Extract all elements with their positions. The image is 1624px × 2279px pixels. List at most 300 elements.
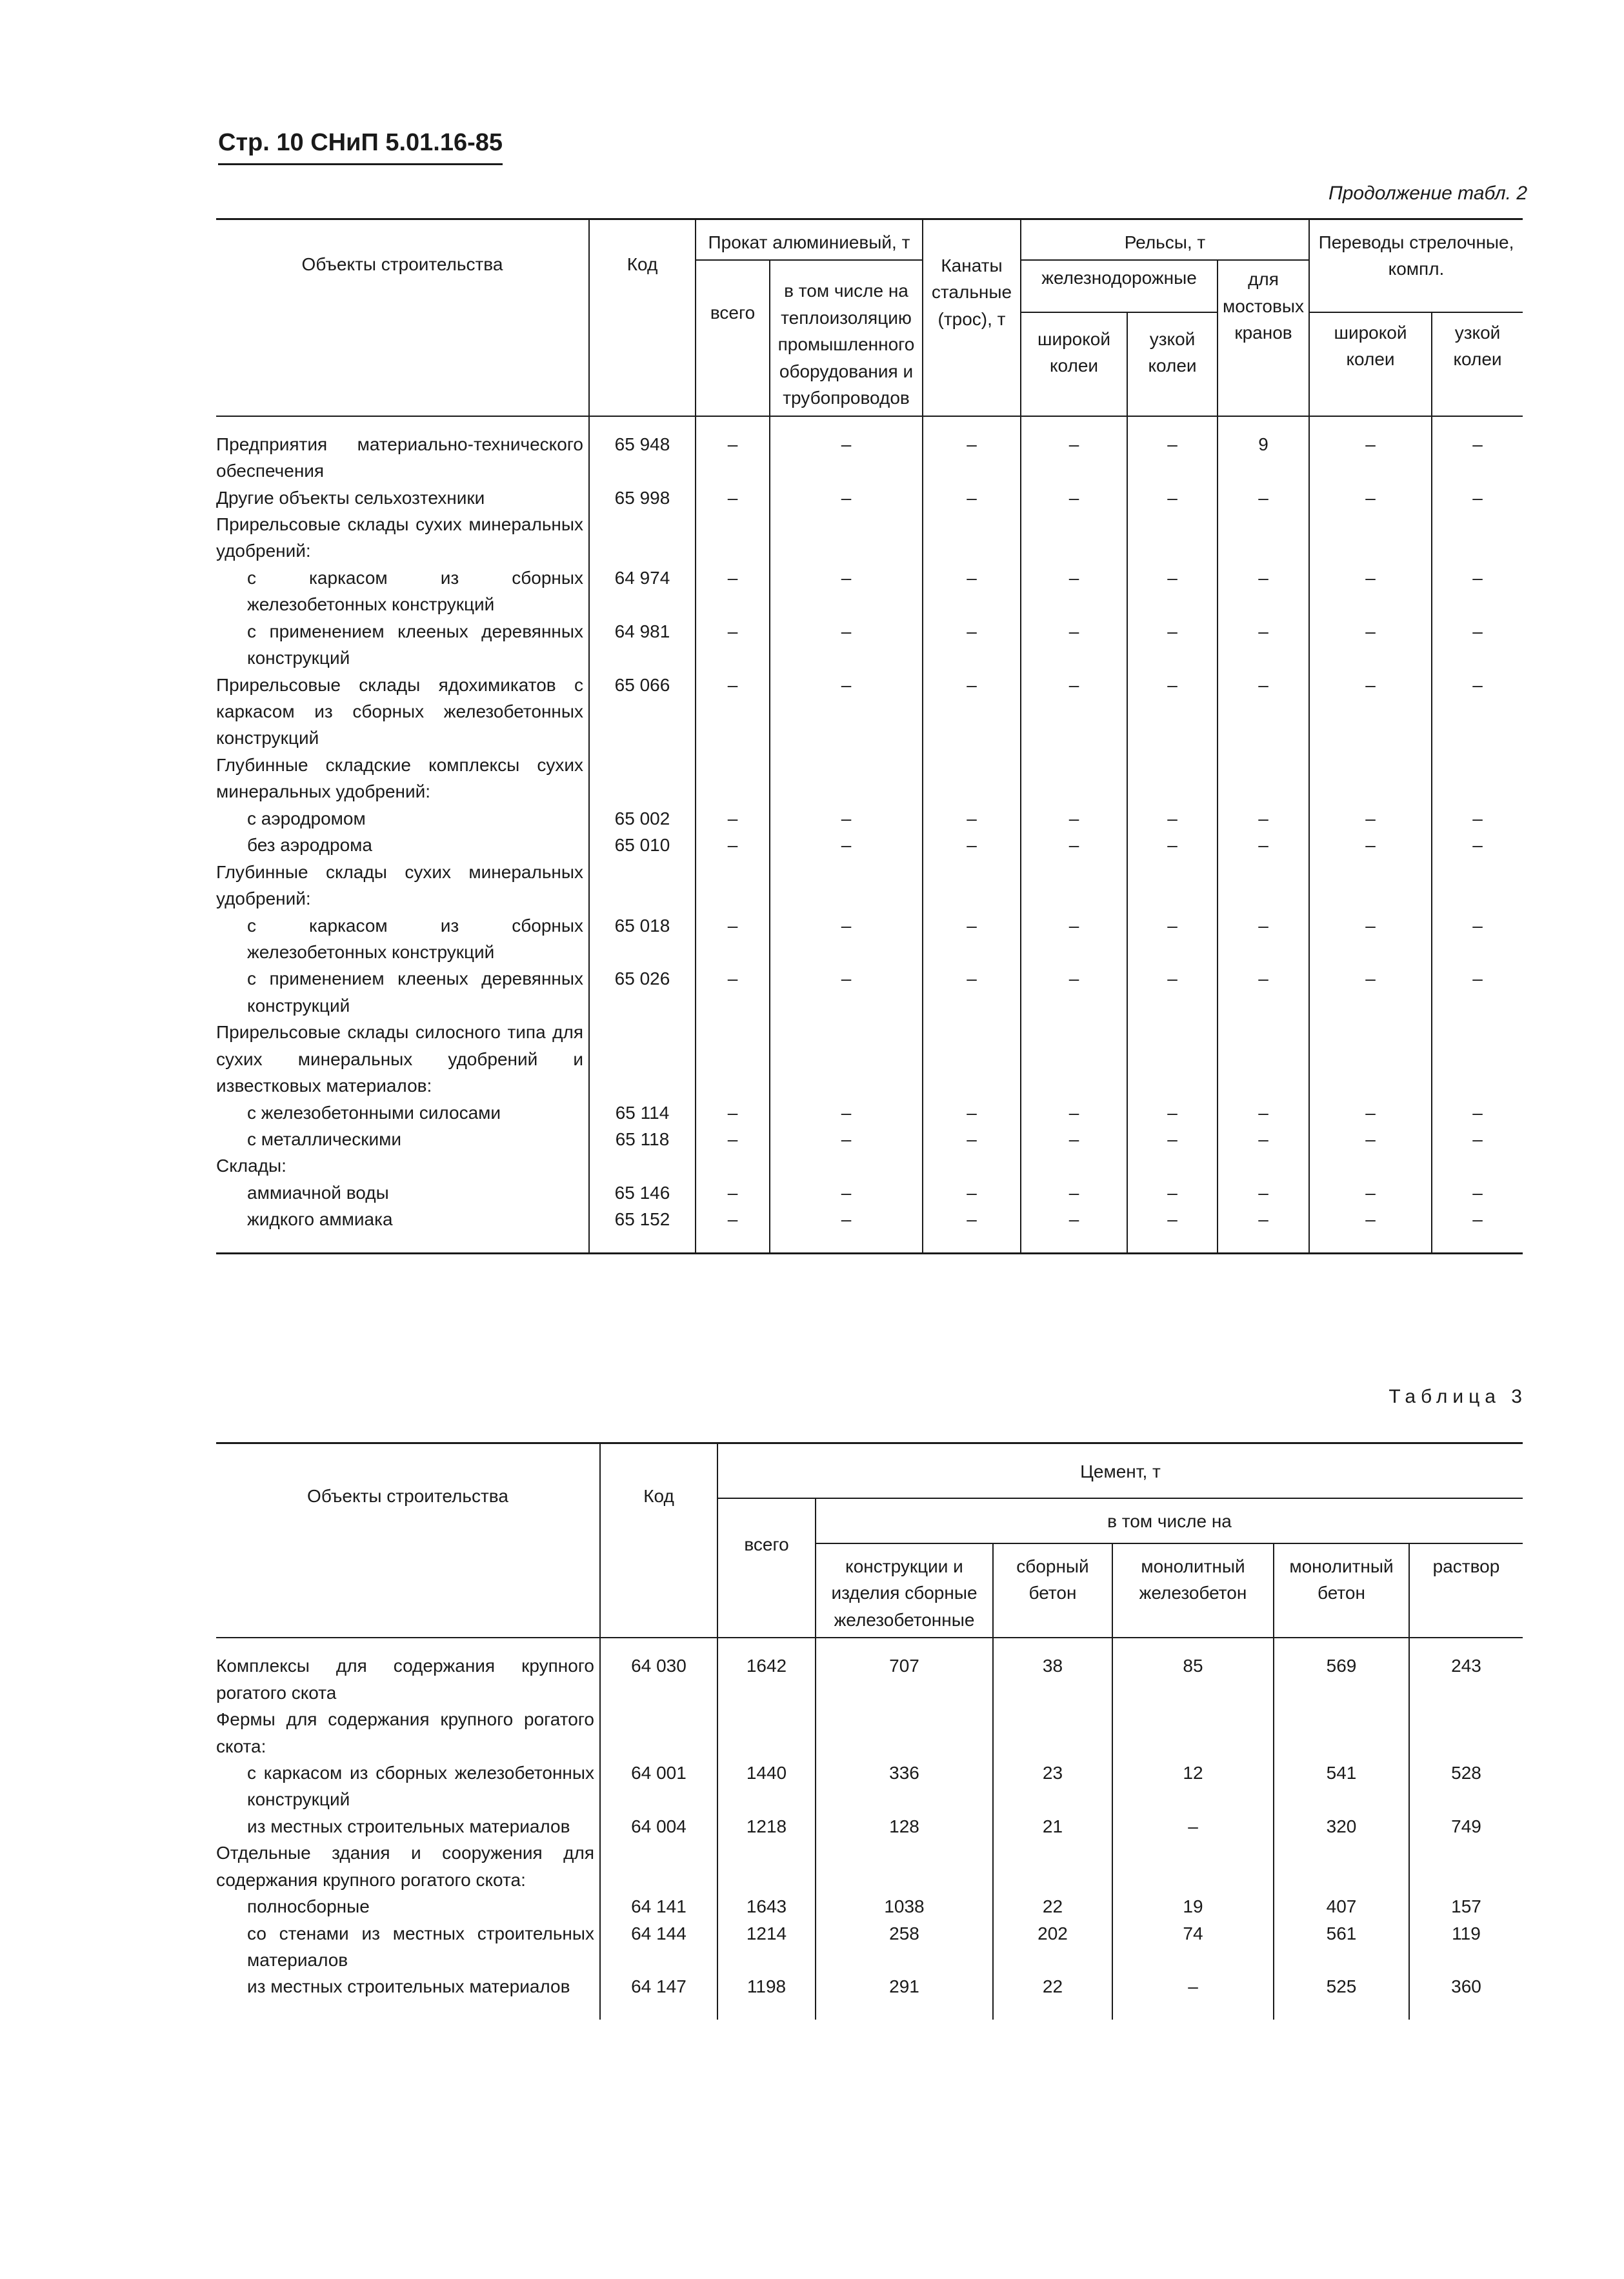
row-code: 65 114 [589,1099,696,1126]
row-value: – [1218,618,1309,672]
row-value: – [696,832,770,858]
row-value: – [1021,618,1127,672]
row-code: 65 066 [589,672,696,752]
row-name: Предприятия материально-технического обеспечения [216,416,589,485]
row-value: – [696,485,770,511]
row-value: – [1112,1813,1274,1840]
row-value: – [696,618,770,672]
row-value: – [1021,965,1127,1019]
row-value: – [770,805,923,832]
row-value: – [1309,965,1432,1019]
row-value: – [923,1180,1021,1206]
row-value [1021,511,1127,565]
table-row [216,1920,1523,1974]
row-value: 157 [1409,1893,1523,1920]
row-value [816,1706,993,1760]
row-code: 64 144 [600,1920,717,1974]
row-value: 525 [1274,1973,1409,2019]
table-row [216,1206,1523,1253]
row-value: – [1309,1206,1432,1253]
row-value: – [1309,832,1432,858]
row-value [1309,1019,1432,1099]
row-value: – [1021,416,1127,485]
row-value: – [1218,672,1309,752]
row-value: – [696,416,770,485]
table-row [216,1099,1523,1126]
row-name: с каркасом из сборных железобетонных конструкций [216,912,589,966]
row-value: 22 [993,1973,1112,2019]
row-name: Прирельсовые склады сухих минеральных удобрений: [216,511,589,565]
row-value [1409,1840,1523,1893]
table-row [216,485,1523,511]
row-name: из местных строительных материалов [216,1813,600,1840]
row-value: – [1309,1126,1432,1152]
row-value: 38 [993,1638,1112,1706]
row-value: 22 [993,1893,1112,1920]
row-value: – [770,565,923,618]
row-value: – [770,912,923,966]
row-value [1274,1706,1409,1760]
row-value: 1218 [717,1813,816,1840]
row-value: – [1218,805,1309,832]
row-value [993,1840,1112,1893]
row-code: 64 141 [600,1893,717,1920]
col-header-code: Код [589,219,696,416]
row-value: – [1432,565,1523,618]
row-value: – [1432,672,1523,752]
row-value: – [1309,1099,1432,1126]
row-value [1274,1840,1409,1893]
row-value [717,1840,816,1893]
row-value: – [1127,832,1218,858]
row-value: 1198 [717,1973,816,2019]
row-value: – [770,965,923,1019]
row-value: – [1112,1973,1274,2019]
row-value: 9 [1218,416,1309,485]
table-row [216,1813,1523,1840]
row-value [1218,1019,1309,1099]
row-value: – [1432,965,1523,1019]
col-header-objects: Объекты строительства [216,219,589,416]
row-name: с металлическими [216,1126,589,1152]
row-value: – [1127,672,1218,752]
row-value: – [1218,912,1309,966]
row-value: 258 [816,1920,993,1974]
row-value [923,1019,1021,1099]
table-row [216,1019,1523,1099]
row-value: – [1127,416,1218,485]
row-value [770,1019,923,1099]
row-value: – [1127,1126,1218,1152]
row-value [1309,511,1432,565]
row-value [1021,752,1127,805]
row-name: Другие объекты сельхозтехники [216,485,589,511]
row-value: – [696,912,770,966]
row-value [923,752,1021,805]
table-row [216,752,1523,805]
row-value: – [770,1206,923,1253]
row-code: 64 001 [600,1760,717,1813]
row-name: Склады: [216,1152,589,1179]
row-value: – [1127,565,1218,618]
row-value [993,1706,1112,1760]
row-code [589,752,696,805]
table-row [216,1760,1523,1813]
table-row [216,1840,1523,1893]
col-header-bridge-cranes: для мостовых кранов [1218,260,1309,416]
row-value [696,511,770,565]
row-value: – [1127,618,1218,672]
row-value [770,752,923,805]
row-value: – [696,1206,770,1253]
row-value: 749 [1409,1813,1523,1840]
row-value: 23 [993,1760,1112,1813]
row-value [1432,1152,1523,1179]
row-value: – [696,1126,770,1152]
row-code: 65 002 [589,805,696,832]
row-value: – [1432,832,1523,858]
row-name: полносборные [216,1893,600,1920]
row-value [1218,752,1309,805]
row-value [1432,1019,1523,1099]
table-row [216,1706,1523,1760]
row-value: 407 [1274,1893,1409,1920]
table-row [216,1638,1523,1706]
row-value: – [1127,485,1218,511]
col-header-al-total: всего [696,260,770,416]
row-value: 1038 [816,1893,993,1920]
row-value: – [1021,1206,1127,1253]
row-value: – [770,1099,923,1126]
row-value [1127,752,1218,805]
table-row [216,805,1523,832]
row-value: – [1218,832,1309,858]
row-value [1309,1152,1432,1179]
col-header-railway: железнодорожные [1021,260,1218,312]
row-value: – [1432,1206,1523,1253]
col-header-sw-narrow: узкой колеи [1432,312,1523,416]
table-row [216,416,1523,485]
row-value: – [923,805,1021,832]
table-2-body [216,416,1523,1254]
row-value: – [923,565,1021,618]
row-value: – [923,1126,1021,1152]
row-name: Комплексы для содержания крупного рогатого скота [216,1638,600,1706]
row-value: – [770,485,923,511]
col-header-total: всего [717,1498,816,1638]
row-value: 1214 [717,1920,816,1974]
row-code: 65 948 [589,416,696,485]
row-value: 360 [1409,1973,1523,2019]
row-value: 1642 [717,1638,816,1706]
row-value [696,1019,770,1099]
col-header-narrow-gauge: узкой колеи [1127,312,1218,416]
row-name: с применением клееных деревянных конструкций [216,618,589,672]
col-header-rails: Рельсы, т [1021,219,1309,261]
row-code: 65 998 [589,485,696,511]
row-value: – [1021,1126,1127,1152]
row-value: – [923,618,1021,672]
row-value: – [1309,416,1432,485]
row-value: – [1218,1206,1309,1253]
table-continuation-caption: Продолжение табл. 2 [1328,183,1527,204]
row-name: Прирельсовые склады силосного типа для сухих минеральных удобрений и известковых материалов: [216,1019,589,1099]
row-value: 569 [1274,1638,1409,1706]
row-code: 65 146 [589,1180,696,1206]
table-2-continued [216,218,1523,1254]
row-value: 528 [1409,1760,1523,1813]
row-value [1218,859,1309,912]
row-code: 64 974 [589,565,696,618]
row-value: – [770,416,923,485]
col-header-c5: раствор [1409,1543,1523,1638]
row-value: – [770,832,923,858]
row-value [1127,1019,1218,1099]
row-value: – [696,1180,770,1206]
col-header-wide-gauge: широкой колеи [1021,312,1127,416]
page-header: Стр. 10 СНиП 5.01.16-85 [218,129,503,165]
row-value: – [696,1099,770,1126]
row-value: 119 [1409,1920,1523,1974]
table-row [216,672,1523,752]
row-value: – [1309,805,1432,832]
row-value [770,1152,923,1179]
row-value [717,1706,816,1760]
table-row [216,1126,1523,1152]
row-value [816,1840,993,1893]
row-code [589,859,696,912]
row-value: – [1309,618,1432,672]
row-value: – [1432,1126,1523,1152]
row-name: со стенами из местных строительных материалов [216,1920,600,1974]
row-value [1021,859,1127,912]
row-value: – [1021,912,1127,966]
row-value: – [1309,1180,1432,1206]
table-3-caption: Таблица 3 [1388,1386,1527,1407]
row-value: – [1432,1180,1523,1206]
table-row [216,965,1523,1019]
row-value [1432,859,1523,912]
row-value: – [923,485,1021,511]
row-code [589,1152,696,1179]
row-value: – [696,672,770,752]
row-value: – [696,565,770,618]
row-code [589,511,696,565]
row-value: 320 [1274,1813,1409,1840]
row-value: – [923,672,1021,752]
row-value: – [696,965,770,1019]
col-header-code: Код [600,1443,717,1638]
row-value: – [1021,672,1127,752]
col-header-switches: Переводы стрелочные, компл. [1309,219,1523,312]
row-name: Глубинные склады сухих минеральных удобрений: [216,859,589,912]
row-code: 65 118 [589,1126,696,1152]
row-value: – [770,672,923,752]
row-name: жидкого аммиака [216,1206,589,1253]
row-value: 12 [1112,1760,1274,1813]
col-header-objects: Объекты строительства [216,1443,600,1638]
table-row [216,565,1523,618]
row-value: – [1309,912,1432,966]
row-value: 336 [816,1760,993,1813]
row-value: – [1218,1126,1309,1152]
row-value [770,859,923,912]
row-value: – [1309,672,1432,752]
row-name: с аэродромом [216,805,589,832]
table-row [216,832,1523,858]
row-value: – [1218,1099,1309,1126]
row-name: Отдельные здания и сооружения для содержания крупного рогатого скота: [216,1840,600,1893]
row-value [1309,859,1432,912]
row-value: – [1127,965,1218,1019]
row-value: – [1432,416,1523,485]
row-value: – [770,618,923,672]
row-value [1112,1840,1274,1893]
row-value [1127,859,1218,912]
row-value: – [1021,805,1127,832]
row-value: – [770,1126,923,1152]
row-value [1432,752,1523,805]
row-value: 291 [816,1973,993,2019]
row-value: – [1127,1099,1218,1126]
col-header-al-incl: в том числе на теплоизоляцию промышленного оборудования и трубопроводов [770,260,923,416]
row-value: – [1127,1180,1218,1206]
row-value: – [1021,832,1127,858]
row-value: – [1432,805,1523,832]
col-header-ropes: Канаты стальные (трос), т [923,219,1021,416]
row-value: – [1021,565,1127,618]
row-value [923,511,1021,565]
row-name: с железобетонными силосами [216,1099,589,1126]
col-header-c2: сборный бетон [993,1543,1112,1638]
table-row [216,1973,1523,2019]
table-3-body [216,1638,1523,2020]
row-value: – [1218,965,1309,1019]
row-value: – [1218,1180,1309,1206]
row-value: 74 [1112,1920,1274,1974]
col-header-incl: в том числе на [816,1498,1523,1543]
row-value: 19 [1112,1893,1274,1920]
row-name: Глубинные складские комплексы сухих минеральных удобрений: [216,752,589,805]
row-value: – [1432,618,1523,672]
row-value [770,511,923,565]
row-value [696,859,770,912]
table-3 [216,1442,1523,2020]
row-value [1218,511,1309,565]
row-code: 64 147 [600,1973,717,2019]
row-value: – [696,805,770,832]
row-value: – [770,1180,923,1206]
row-value [696,752,770,805]
row-value: – [1021,1099,1127,1126]
col-header-c1: конструкции и изделия сборные железобетонные [816,1543,993,1638]
row-value: – [1218,485,1309,511]
row-value: – [1021,1180,1127,1206]
row-value: – [1021,485,1127,511]
row-value [923,1152,1021,1179]
row-value: – [923,1206,1021,1253]
row-name: из местных строительных материалов [216,1973,600,2019]
row-value: 707 [816,1638,993,1706]
row-name: с каркасом из сборных железобетонных конструкций [216,1760,600,1813]
row-value: – [1127,912,1218,966]
table-row [216,1893,1523,1920]
row-value [1112,1706,1274,1760]
row-code [600,1706,717,1760]
table-row [216,618,1523,672]
col-header-c4: монолитный бетон [1274,1543,1409,1638]
row-value [923,859,1021,912]
row-value: – [923,832,1021,858]
row-name: с каркасом из сборных железобетонных конструкций [216,565,589,618]
row-value [1432,511,1523,565]
row-name: Фермы для содержания крупного рогатого скота: [216,1706,600,1760]
row-value: 21 [993,1813,1112,1840]
row-value: – [1127,805,1218,832]
row-value: – [1432,1099,1523,1126]
row-name: Прирельсовые склады ядохимикатов с каркасом из сборных железобетонных конструкций [216,672,589,752]
row-value [1021,1019,1127,1099]
row-code: 64 030 [600,1638,717,1706]
row-code [600,1840,717,1893]
table-row [216,1152,1523,1179]
row-value [1218,1152,1309,1179]
table-row [216,859,1523,912]
row-value: – [1127,1206,1218,1253]
table-row [216,511,1523,565]
col-header-c3: монолитный железобетон [1112,1543,1274,1638]
row-code: 65 010 [589,832,696,858]
col-header-sw-wide: широкой колеи [1309,312,1432,416]
row-value [696,1152,770,1179]
row-value: – [1432,912,1523,966]
row-value: – [923,965,1021,1019]
row-code: 65 018 [589,912,696,966]
row-value [1309,752,1432,805]
col-header-aluminum: Прокат алюминиевый, т [696,219,923,261]
row-value: – [923,416,1021,485]
row-value: 1643 [717,1893,816,1920]
row-value [1409,1706,1523,1760]
row-value: 561 [1274,1920,1409,1974]
row-name: без аэродрома [216,832,589,858]
row-value: – [923,912,1021,966]
row-name: с применением клееных деревянных конструкций [216,965,589,1019]
table-row [216,1180,1523,1206]
row-value: – [1309,485,1432,511]
row-value [1127,511,1218,565]
row-value: 541 [1274,1760,1409,1813]
row-value: 85 [1112,1638,1274,1706]
row-value: 128 [816,1813,993,1840]
row-value: – [1218,565,1309,618]
row-value: – [1309,565,1432,618]
row-value: 243 [1409,1638,1523,1706]
row-value: 202 [993,1920,1112,1974]
row-value: – [1432,485,1523,511]
row-value: – [923,1099,1021,1126]
row-code [589,1019,696,1099]
row-code: 64 981 [589,618,696,672]
row-value [1127,1152,1218,1179]
row-value: 1440 [717,1760,816,1813]
row-value [1021,1152,1127,1179]
row-code: 65 152 [589,1206,696,1253]
row-code: 65 026 [589,965,696,1019]
col-header-cement: Цемент, т [717,1443,1523,1499]
row-name: аммиачной воды [216,1180,589,1206]
table-row [216,912,1523,966]
